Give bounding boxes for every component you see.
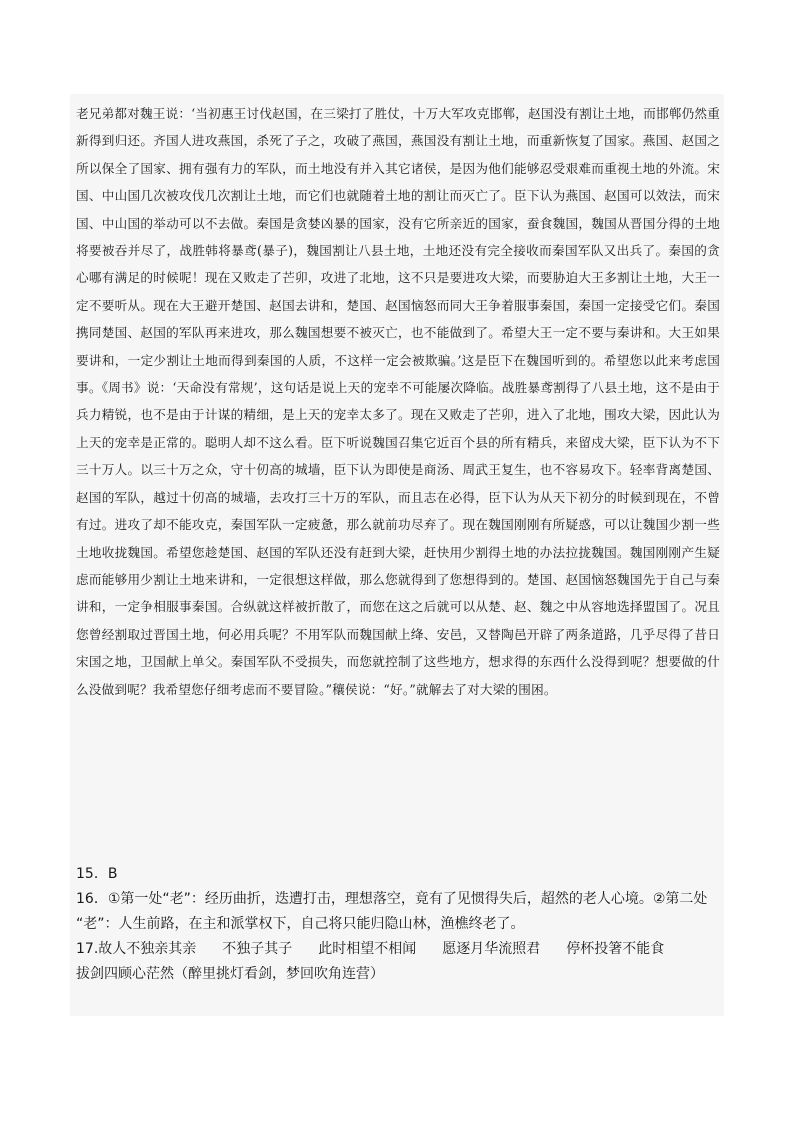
answer-17-item: 停杯投箸不能食 [566, 941, 665, 957]
answer-17-item: 愿逐月华流照君 [442, 941, 541, 957]
answer-17-item: 不独子其子 [222, 941, 293, 957]
answer-17-item: 17.故人不独亲其亲 [76, 941, 197, 957]
answer-17-item: 此时相望不相闻 [318, 941, 417, 957]
answer-16-line-1: 16．①第一处“老”：经历曲折，迭遭打击，理想落空，竟有了见惯得失后，超然的老人心境。②第二处 [76, 891, 708, 907]
answer-17-line-2: 拔剑四顾心茫然（醉里挑灯看剑，梦回吹角连营） [76, 966, 384, 982]
answer-17-line-1 [76, 937, 720, 962]
answers-section [76, 862, 720, 987]
translation-paragraph: 老兄弟都对魏王说：‘当初惠王讨伐赵国，在三梁打了胜仗，十万大军攻克邯郸，赵国没有割让土地，而邯郸仍然重新得到归还。齐国人进攻燕国，杀死了子之，攻破了燕国，燕国没有割让土地，而重新恢复了国家。燕国、赵国之所以保全了国家、拥有强有力的军队，而土地没有并入其它诸侯，是因为他们能够忍受艰难而重视土地的外流。宋国、中山国几次被攻伐几次割让土地，而它们也就随着土地的割让而灭亡了。臣下认为燕国、赵国可以效法，而宋国、中山国的举动可以不去做。秦国是贪婪凶暴的国家，没有它所亲近的国家，蚕食魏国，魏国从晋国分得的土地将要被吞并尽了，战胜韩将暴鸢(暴子)，魏国割让八县土地，土地还没有完全接收而秦国军队又出兵了。秦国的贪心哪有满足的时候呢！现在又败走了芒卯，攻进了北地，这不只是要进攻大梁，而要胁迫大王多割让土地，大王一定不要听从。现在大王避开楚国、赵国去讲和，楚国、赵国恼怒而同大王争着服事秦国，秦国一定接受它们。秦国携同楚国、赵国的军队再来进攻，那么魏国想要不被灭亡，也不能做到了。希望大王一定不要与秦讲和。大王如果要讲和，一定少割让土地而得到秦国的人质，不这样一定会被欺骗。’这是臣下在魏国听到的。希望您以此来考虑国事。《周书》说：‘天命没有常规’，这句话是说上天的宠幸不可能屡次降临。战胜暴鸢割得了八县土地，这不是由于兵力精锐，也不是由于计谋的精细，是上天的宠幸太多了。现在又败走了芒卯，进入了北地，围攻大梁，因此认为上天的宠幸是正常的。聪明人却不这么看。臣下听说魏国召集它近百个县的所有精兵，来留戍大梁，臣下认为不下三十万人。以三十万之众，守十仞高的城墙，臣下认为即使是商汤、周武王复生，也不容易攻下。轻率背离楚国、赵国的军队，越过十仞高的城墙，去攻打三十万的军队，而且志在必得，臣下认为从天下初分的时候到现在，不曾有过。进攻了却不能攻克，秦国军队一定疲惫，那么就前功尽弃了。现在魏国刚刚有所疑惑，可以让魏国少割一些土地收拢魏国。希望您趁楚国、赵国的军队还没有赶到大梁，赶快用少割得土地的办法拉拢魏国。魏国刚刚产生疑虑而能够用少割让土地来讲和，一定很想这样做，那么您就得到了您想得到的。楚国、赵国恼怒魏国先于自己与秦讲和，一定争相服事秦国。合纵就这样被折散了，而您在这之后就可以从楚、赵、魏之中从容地选择盟国了。况且您曾经割取过晋国土地，何必用兵呢？不用军队而魏国献上绛、安邑，又替陶邑开辟了两条道路，几乎尽得了昔日宋国之地，卫国献上单父。秦国军队不受损失，而您就控制了这些地方，想求得的东西什么没得到呢？想要做的什么没做到呢？我希望您仔细考虑而不要冒险。”穰侯说：“好。”就解去了对大梁的围困。 [76, 106, 720, 697]
answer-16-line-2: “老”：人生前路，在主和派掌权下，自己将只能归隐山林，渔樵终老了。 [76, 916, 525, 932]
answer-15: 15．B [76, 866, 118, 882]
